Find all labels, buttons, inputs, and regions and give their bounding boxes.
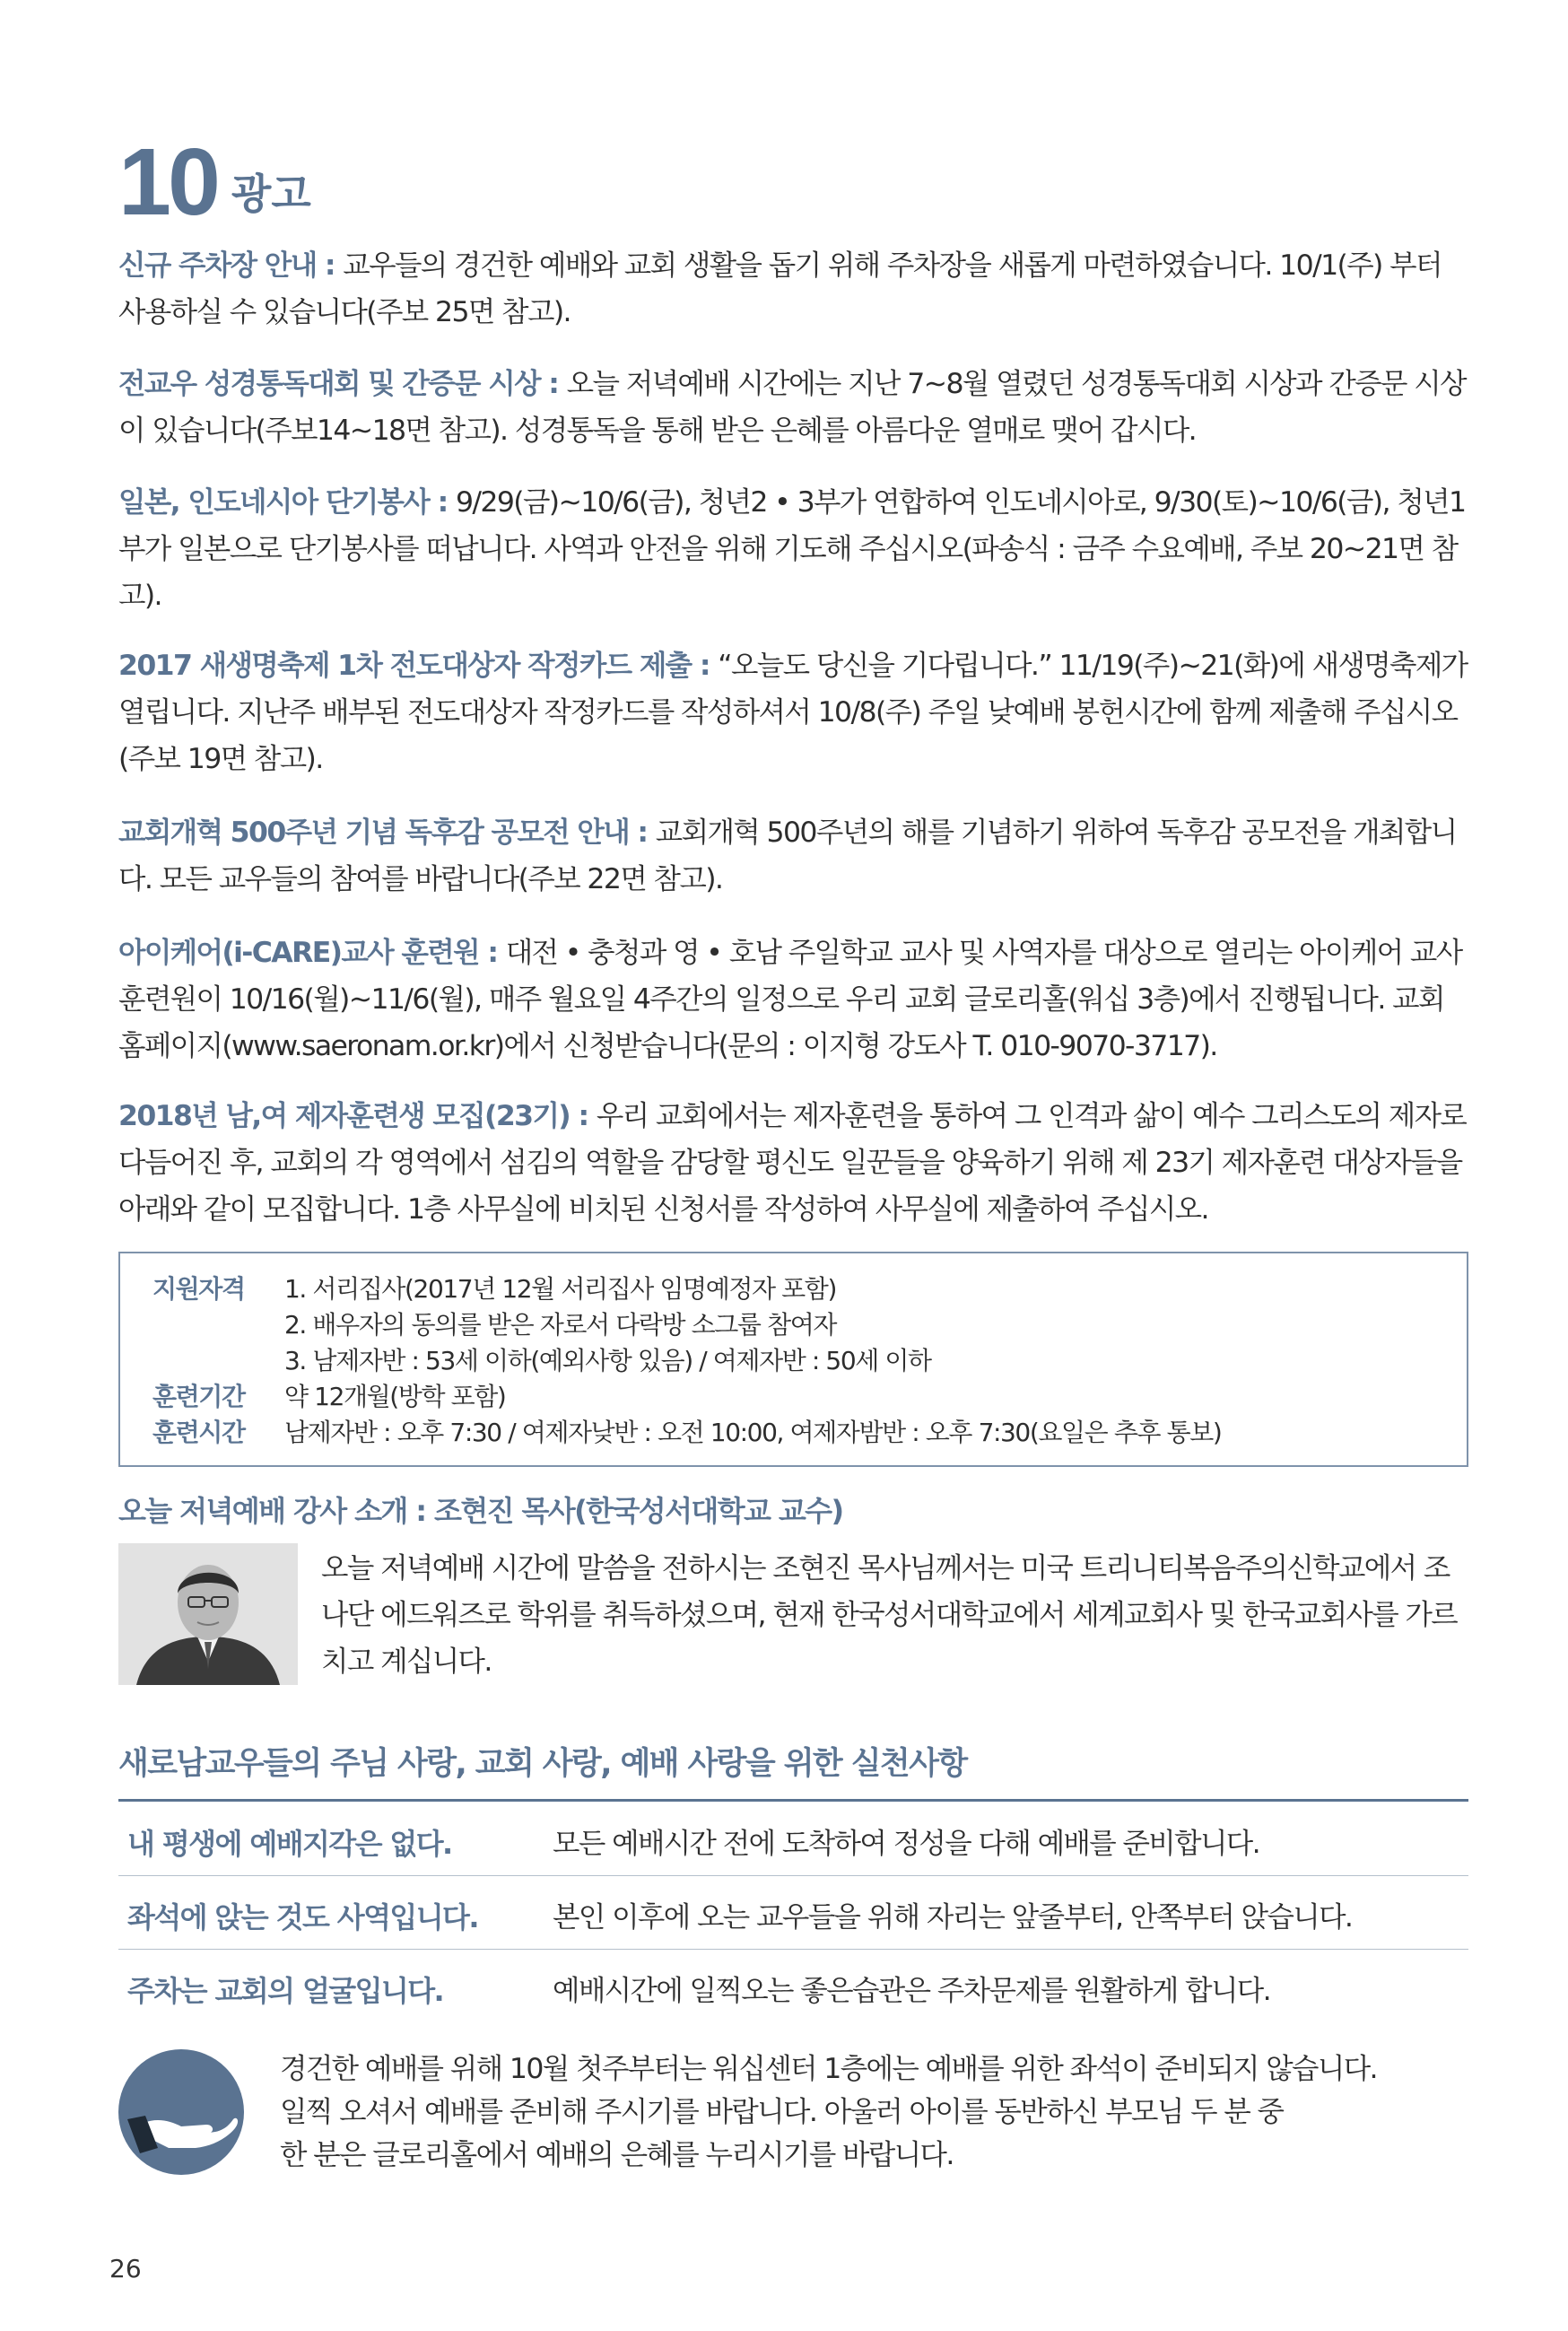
notice-bible-contest <box>118 361 1475 454</box>
req-value: 3. 남제자반 : 53세 이하(예외사항 있음) / 여제자반 : 50세 이하 <box>284 1346 931 1375</box>
notice-mission-trip <box>118 479 1475 619</box>
speaker-title: 오늘 저녁예배 강사 소개 : 조현진 목사(한국성서대학교 교수) <box>118 1494 843 1528</box>
req-label: 훈련기간 <box>152 1382 245 1411</box>
req-value: 남제자반 : 오후 7:30 / 여제자낮반 : 오전 10:00, 여제자밤반 : 오후 7:30(요일은 추후 통보) <box>284 1418 1222 1447</box>
notice-evangelism-card <box>118 642 1475 782</box>
notice-body: 교회개혁 500주년의 해를 기념하기 위하여 독후감 공모전을 개최합니다. 모든 교우들의 참여를 바랍니다(주보 22면 참고). <box>118 816 1457 895</box>
notice-body: 교우들의 경건한 예배와 교회 생활을 돕기 위해 주차장을 새롭게 마련하였습니다. 10/1(주) 부터 사용하실 수 있습니다(주보 25면 참고). <box>118 249 1442 328</box>
practice-value: 본인 이후에 오는 교우들을 위해 자리는 앞줄부터, 안쪽부터 앉습니다. <box>553 1901 1353 1934</box>
notice-title: 일본, 인도네시아 단기봉사 : <box>118 486 456 519</box>
req-value: 2. 배우자의 동의를 받은 자로서 다락방 소그룹 참여자 <box>284 1310 837 1340</box>
practice-key: 주차는 교회의 얼굴입니다. <box>127 1974 444 2008</box>
hand-icon <box>118 2049 244 2175</box>
notice-body: “오늘도 당신을 기다립니다.” 11/19(주)∼21(화)에 새생명축제가 열립니다. 지난주 배부된 전도대상자 작정카드를 작성하셔서 10/8(주) 주일 낮예배 봉헌시간에 함께 제출해 주십시오(주보 19면 참고). <box>118 650 1468 775</box>
page-number: 26 <box>109 2254 142 2283</box>
notice-title: 2017 새생명축제 1차 전도대상자 작정카드 제출 : <box>118 650 719 682</box>
section-header <box>118 129 311 235</box>
notice-body: 우리 교회에서는 제자훈련을 통하여 그 인격과 삶이 예수 그리스도의 제자로 다듬어진 후, 교회의 각 영역에서 섬김의 역할을 감당할 평신도 일꾼들을 양육하기 위해 제 23기 제자훈련 대상자들을 아래와 같이 모집합니다. 1층 사무실에 비치된 신청서를 작성하여 사무실에 제출하여 주십시오. <box>118 1100 1467 1226</box>
notice-title: 아이케어(i-CARE)교사 훈련원 : <box>118 937 506 969</box>
notice-title: 2018년 남,여 제자훈련생 모집(23기) : <box>118 1100 597 1132</box>
speaker-portrait-icon <box>118 1543 298 1685</box>
practice-heading: 새로남교우들의 주님 사랑, 교회 사랑, 예배 사랑을 위한 실천사항 <box>118 1746 967 1782</box>
practice-row <box>118 1951 1468 2022</box>
section-number: 10 <box>118 129 217 235</box>
req-label: 지원자격 <box>152 1274 245 1304</box>
notice-title: 전교우 성경통독대회 및 간증문 시상 : <box>118 368 567 400</box>
practice-row <box>118 1803 1468 1876</box>
req-value: 1. 서리집사(2017년 12월 서리집사 임명예정자 포함) <box>284 1274 836 1304</box>
practice-row <box>118 1877 1468 1950</box>
notice-body: 9/29(금)∼10/6(금), 청년2 • 3부가 연합하여 인도네시아로, 9/30(토)∼10/6(금), 청년1부가 일본으로 단기봉사를 떠납니다. 사역과 안전을 위해 기도해 주십시오(파송식 : 금주 수요예배, 주보 20∼21면 참고). <box>118 486 1466 612</box>
practice-key: 좌석에 앉는 것도 사역입니다. <box>127 1900 478 1934</box>
seating-notice-line: 한 분은 글로리홀에서 예배의 은혜를 누리시기를 바랍니다. <box>280 2139 954 2171</box>
notice-title: 신규 주차장 안내 : <box>118 249 344 282</box>
practice-divider <box>118 1799 1468 1802</box>
notice-parking <box>118 242 1475 336</box>
seating-notice-line: 일찍 오셔서 예배를 준비해 주시기를 바랍니다. 아울러 아이를 동반하신 부모님 두 분 중 <box>280 2096 1284 2128</box>
practice-key: 내 평생에 예배지각은 없다. <box>127 1827 452 1861</box>
notice-essay-contest <box>118 809 1475 903</box>
seating-notice <box>280 2047 1464 2177</box>
notice-body: 오늘 저녁예배 시간에는 지난 7∼8월 열렸던 성경통독대회 시상과 간증문 시상이 있습니다(주보14∼18면 참고). 성경통독을 통해 받은 은혜를 아름다운 열매로 맺어 갑시다. <box>118 368 1466 447</box>
notice-body: 대전 • 충청과 영 • 호남 주일학교 교사 및 사역자를 대상으로 열리는 아이케어 교사훈련원이 10/16(월)∼11/6(월), 매주 월요일 4주간의 일정으로 우리 교회 글로리홀(워십 3층)에서 진행됩니다. 교회 홈페이지(www.saeronam.or.kr)에서 신청받습니다(문의 : 이지형 강도사 T. 010-9070-3717). <box>118 937 1462 1062</box>
speaker-photo <box>118 1543 298 1685</box>
practice-value: 모든 예배시간 전에 도착하여 정성을 다해 예배를 준비합니다. <box>553 1828 1260 1860</box>
req-value: 약 12개월(방학 포함) <box>284 1382 506 1411</box>
hand-icon-circle <box>118 2049 244 2175</box>
seating-notice-line: 경건한 예배를 위해 10월 첫주부터는 워십센터 1층에는 예배를 위한 좌석이 준비되지 않습니다. <box>280 2053 1377 2085</box>
notice-icare-training <box>118 930 1475 1069</box>
notice-title: 교회개혁 500주년 기념 독후감 공모전 안내 : <box>118 816 656 849</box>
notice-disciple-training <box>118 1093 1475 1233</box>
speaker-description: 오늘 저녁예배 시간에 말씀을 전하시는 조현진 목사님께서는 미국 트리니티복음주의신학교에서 조나단 에드워즈로 학위를 취득하셨으며, 현재 한국성서대학교에서 세계교회사 및 한국교회사를 가르치고 계십니다. <box>321 1552 1458 1678</box>
req-label: 훈련시간 <box>152 1418 245 1447</box>
requirements-box <box>118 1252 1468 1467</box>
practice-value: 예배시간에 일찍오는 좋은습관은 주차문제를 원활하게 합니다. <box>553 1975 1271 2007</box>
section-title: 광고 <box>231 170 311 218</box>
